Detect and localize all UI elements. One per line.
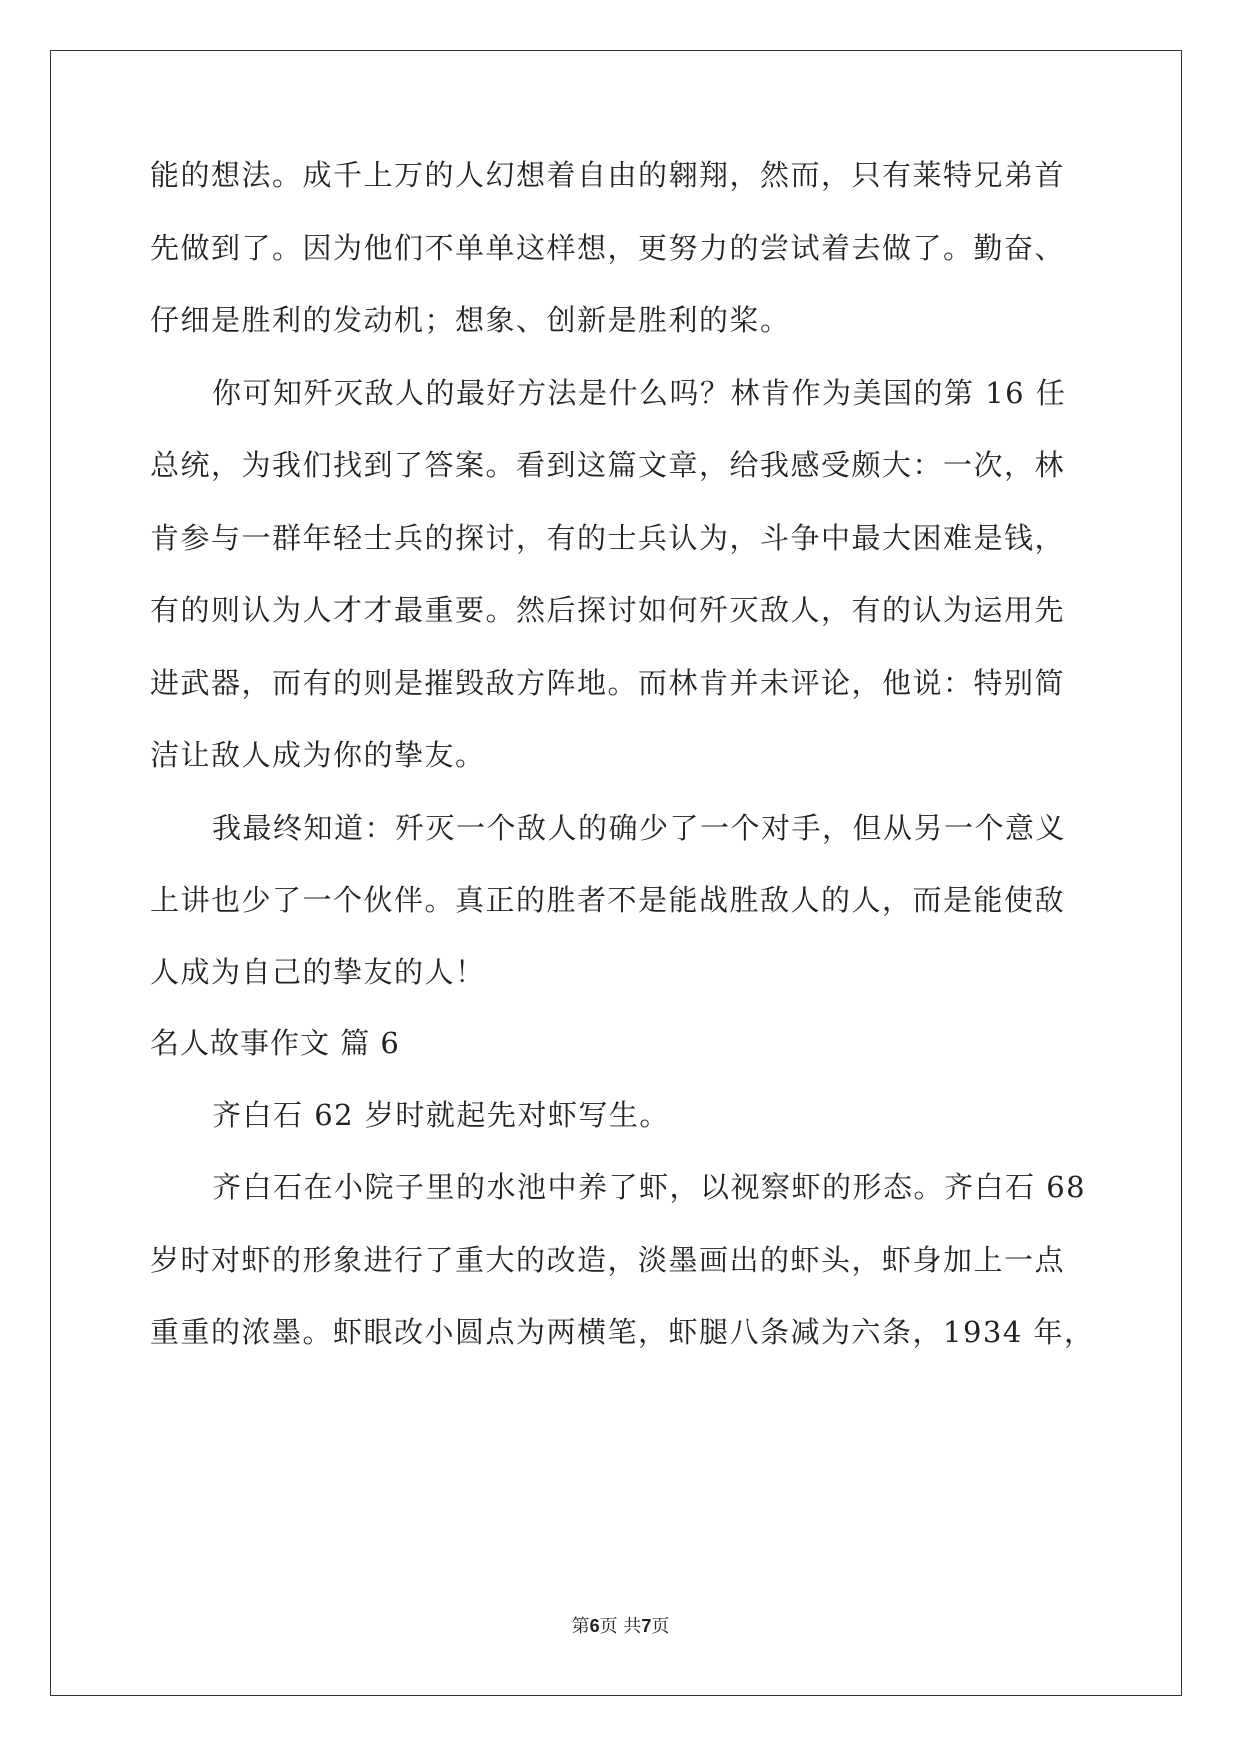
paragraph-line: 洁让敌人成为你的挚友。 bbox=[150, 738, 486, 772]
footer-suffix: 页 bbox=[651, 1616, 670, 1637]
paragraph-line: 你可知歼灭敌人的最好方法是什么吗？林肯作为美国的第 16 任 bbox=[212, 376, 1067, 410]
paragraph-line: 重重的浓墨。虾眼改小圆点为两横笔，虾腿八条减为六条，1934 年， bbox=[150, 1315, 1095, 1349]
paragraph-line: 总统，为我们找到了答案。看到这篇文章，给我感受颇大：一次，林 bbox=[150, 448, 1066, 482]
paragraph-line: 岁时对虾的形象进行了重大的改造，淡墨画出的虾头，虾身加上一点 bbox=[150, 1243, 1066, 1277]
paragraph-line: 齐白石在小院子里的水池中养了虾，以视察虾的形态。齐白石 68 bbox=[212, 1170, 1087, 1204]
footer-middle: 页 共 bbox=[599, 1616, 642, 1637]
paragraph-line: 上讲也少了一个伙伴。真正的胜者不是能战胜敌人的人，而是能使敌 bbox=[150, 883, 1066, 917]
paragraph-line: 我最终知道：歼灭一个敌人的确少了一个对手，但从另一个意义 bbox=[212, 811, 1067, 845]
current-page-number: 6 bbox=[589, 1616, 600, 1636]
paragraph-line: 进武器，而有的则是摧毁敌方阵地。而林肯并未评论，他说：特别简 bbox=[150, 666, 1066, 700]
section-heading: 名人故事作文 篇 6 bbox=[150, 1026, 400, 1060]
total-pages-number: 7 bbox=[641, 1616, 652, 1636]
paragraph-line: 肯参与一群年轻士兵的探讨，有的士兵认为，斗争中最大困难是钱， bbox=[150, 521, 1066, 555]
paragraph-line: 能的想法。成千上万的人幻想着自由的翱翔，然而，只有莱特兄弟首 bbox=[150, 158, 1066, 192]
page-border bbox=[50, 50, 1182, 1696]
paragraph-line: 齐白石 62 岁时就起先对虾写生。 bbox=[212, 1098, 670, 1132]
paragraph-line: 有的则认为人才才最重要。然后探讨如何歼灭敌人，有的认为运用先 bbox=[150, 593, 1066, 627]
footer-prefix: 第 bbox=[571, 1616, 590, 1637]
page-footer bbox=[0, 1614, 1241, 1639]
paragraph-line: 人成为自己的挚友的人！ bbox=[150, 955, 486, 989]
paragraph-line: 先做到了。因为他们不单单这样想，更努力的尝试着去做了。勤奋、 bbox=[150, 231, 1066, 265]
paragraph-line: 仔细是胜利的发动机；想象、创新是胜利的桨。 bbox=[150, 303, 791, 337]
